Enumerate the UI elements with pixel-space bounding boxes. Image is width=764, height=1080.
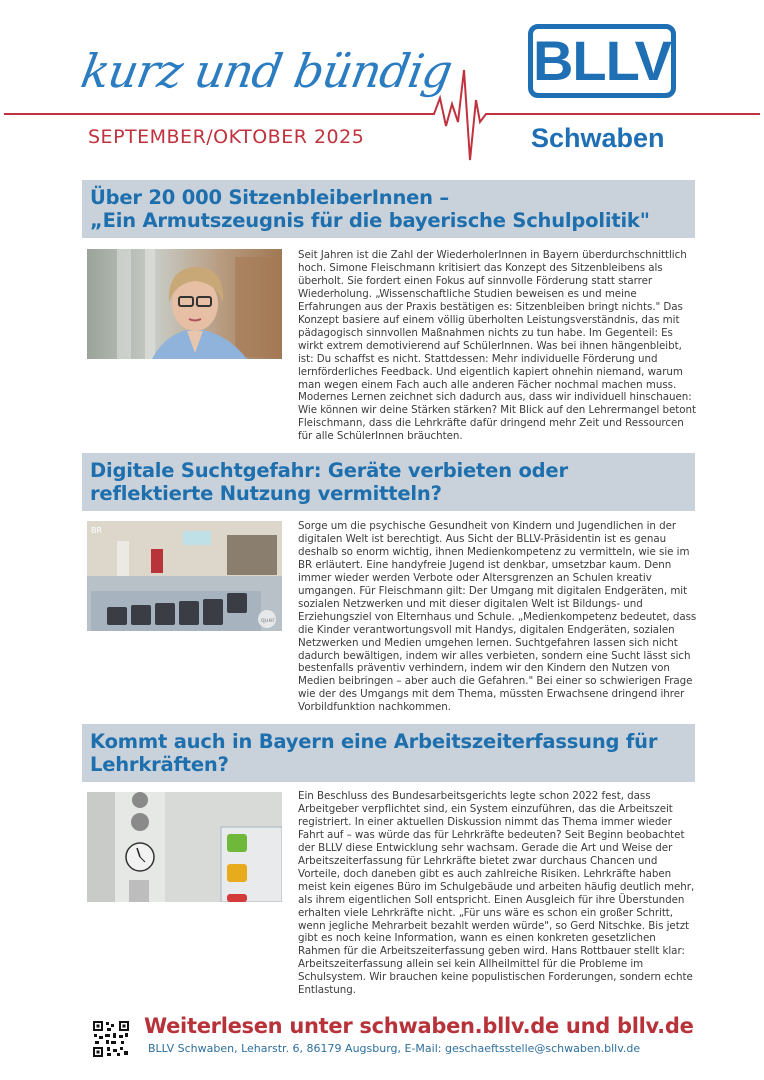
article-1-title-line2: „Ein Armutszeugnis für die bayerische Schulpolitik" [90, 209, 650, 232]
article-1-photo [87, 249, 282, 359]
logo-text: BLLV [532, 29, 672, 92]
article-3-body: Ein Beschluss des Bundesarbeitsgerichts legte schon 2022 fest, dass Arbeitgeber verpflichtet sind, ein System einzuführen, das die Arbeitszeit registriert. In einer aktuellen Diskussion nimmt das Thema immer wieder Fahrt auf – was würde das für Lehrkräfte bedeuten? Seit Beginn beobachtet der BLLV diese Entwicklung sehr wachsam. Gerade die Art und Weise der Arbeitszeiterfassung für Lehrkräfte bietet zwar durchaus Chancen und Vorteile, doch daneben gibt es auch zahlreiche Risiken. Lehrkräfte haben meist kein eigenes Büro im Schulgebäude und arbeiten häufig deutlich mehr, als ihrem eigentlichen Soll entspricht. Einen Ausgleich für ihre Überstunden erhalten viele Lehrkräfte nicht. „Für uns wäre es schon ein großer Schritt, wenn jegliche Mehrarbeit bezahlt werden würde", so Gerd Nitschke. Bis jetzt gibt es noch keine Information, wann es einen konkreten gesetzlichen Rahmen für die Arbeitszeiterfassung geben wird. Hans Rottbauer stellt klar: Arbeitszeiterfassung allein sei kein Allheilmittel für die Probleme im Schulsystem. Wir brauchen keine populistischen Forderungen, sondern echte Entlastung. [298, 790, 695, 997]
portrait-image [87, 249, 282, 359]
newsletter-title: kurz und bündig [77, 44, 456, 98]
read-more-link[interactable]: Weiterlesen unter schwaben.bllv.de und bllv.de [144, 1014, 694, 1038]
br-watermark: BR [91, 526, 103, 535]
article-3-title-line1: Kommt auch in Bayern eine Arbeitszeiterfassung für [90, 730, 658, 753]
article-2-title-line2: reflektierte Nutzung vermitteln? [90, 482, 442, 505]
article-1-body: Seit Jahren ist die Zahl der WiederholerInnen in Bayern überdurchschnittlich hoch. Simone Fleischmann kritisiert das Konzept des Sitzenbleibens als überholt. Sie fordert einen Fokus auf sinnvolle Förderung statt starrer Wiederholung. „Wissenschaftliche Studien beweisen es und meine Erfahrungen aus der Praxis bestätigen es: Sitzenbleiben bringt nichts." Das Konzept basiere auf einem völlig überholten Leistungsverständnis, das mit pädagogisch sinnvollen Maßnahmen nichts zu tun habe. Im Gegenteil: Es wirkt extrem demotivierend auf SchülerInnen. Was bei ihnen hängenbleibt, ist: Du schaffst es nicht. Stattdessen: Mehr individuelle Förderung und lernförderliches Feedback. Und eigentlich kapiert ohnehin niemand, warum man wegen einem Fach auch alle anderen Fächer nochmal machen muss. Modernes Lernen zeichnet sich dadurch aus, dass wir individuell hinschauen: Wie können wir deine Stärken stärken? Mit Blick auf den Lehrermangel betont Fleischmann, dass die Lehrkräfte dafür dringend mehr Zeit und Ressourcen für alle SchülerInnen bräuchten. [298, 249, 696, 443]
article-2-photo [87, 521, 282, 631]
contact-address: BLLV Schwaben, Leharstr. 6, 86179 Augsburg, E-Mail: geschaeftsstelle@schwaben.bllv.de [148, 1042, 641, 1055]
article-3-title [90, 730, 685, 776]
region-label: Schwaben [531, 123, 665, 153]
article-1-title-line1: Über 20 000 SitzenbleiberInnen – [90, 186, 449, 209]
quer-badge: quer [261, 617, 275, 624]
qr-code-icon[interactable] [93, 1021, 129, 1057]
article-3-header [82, 724, 695, 782]
article-2-body: Sorge um die psychische Gesundheit von Kindern und Jugendlichen in der digitalen Welt ist berechtigt. Aus Sicht der BLLV-Präsidentin ist es genau deshalb so enorm wichtig, ihnen Medienkompetenz zu vermitteln, wie sie im BR erläutert. Eine handyfreie Jugend ist denkbar, umsetzbar kaum. Denn immer wieder werden Verbote oder Altersgrenzen an Schulen kreativ umgangen. Für Fleischmann gilt: Der Umgang mit digitalen Endgeräten, mit sozialen Netzwerken und mit dieser digitalen Welt ist Bildungs- und Erziehungsziel von Elternhaus und Schule. „Medienkompetenz bedeutet, dass die Kinder verantwortungsvoll mit Handys, digitalen Endgeräten, sozialen Netzwerken und Medien umgehen lernen. Suchtgefahren lassen sich nicht dadurch bewältigen, indem wir alles verbieten, sondern eine Sucht lässt sich bestenfalls präventiv verhindern, indem wir den Kindern den Nutzen von Medien beibringen – aber auch die Gefahren." Bei einer so schwierigen Frage wie der des Umgangs mit dem Thema, müssten Erwachsene dringend ihrer Vorbildfunktion nachkommen. [298, 520, 697, 714]
masthead [0, 0, 764, 175]
classroom-phones-image [87, 521, 282, 631]
article-2-title [90, 459, 685, 505]
article-3-photo [87, 792, 282, 902]
article-3-title-line2: Lehrkräften? [90, 753, 229, 776]
issue-date: SEPTEMBER/OKTOBER 2025 [88, 126, 365, 148]
classroom-clock-image [87, 792, 282, 902]
article-2-header [82, 453, 695, 511]
article-2-title-line1: Digitale Suchtgefahr: Geräte verbieten oder [90, 459, 568, 482]
article-1-header [82, 180, 695, 238]
bllv-logo [528, 24, 676, 98]
footer [0, 1010, 764, 1070]
article-1-title [90, 186, 685, 232]
